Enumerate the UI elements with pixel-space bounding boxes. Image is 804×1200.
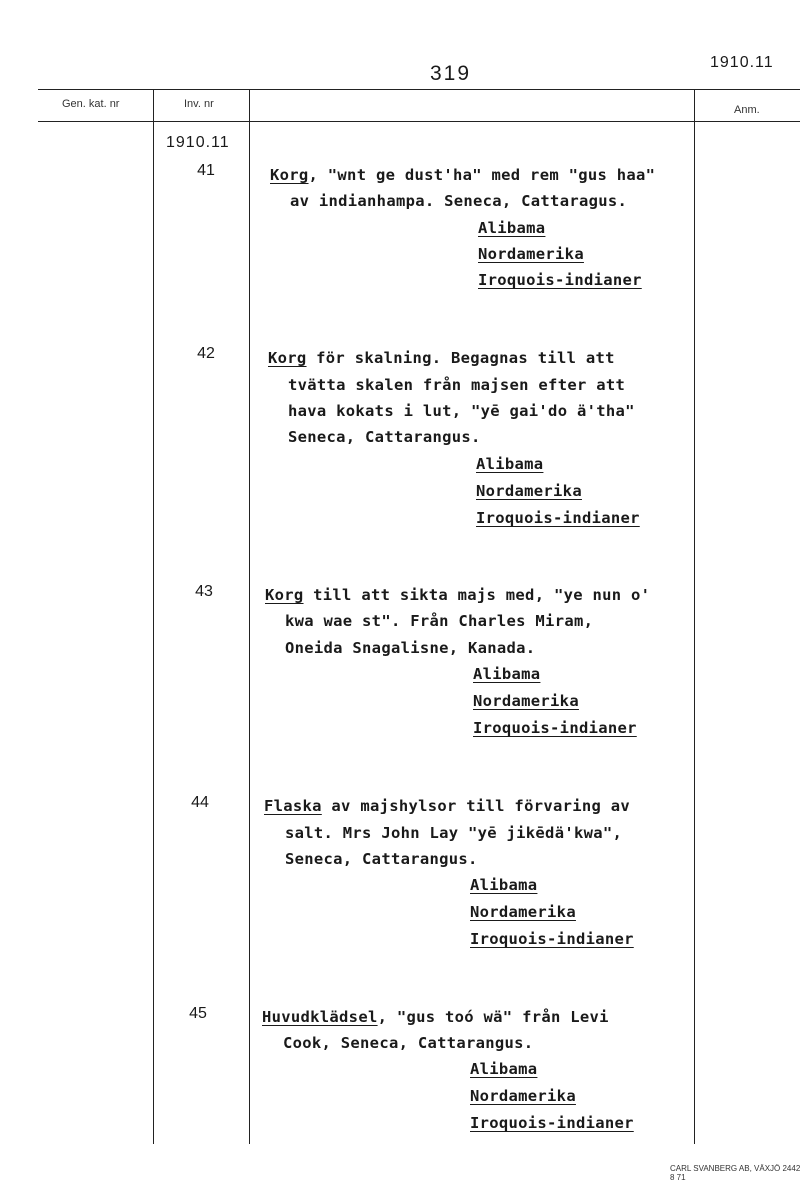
entry-text: , "wnt ge dust'ha" med rem "gus haa" <box>308 166 656 184</box>
object-term: Huvudklädsel <box>262 1008 378 1026</box>
tag-region: Alibama <box>470 1060 538 1078</box>
entry-line: Oneida Snagalisne, Kanada. <box>285 639 536 657</box>
entry-line: Seneca, Cattarangus. <box>288 428 481 446</box>
entry-line: salt. Mrs John Lay "yē jikēdä'kwa", <box>285 824 623 842</box>
entry-text: , "gus toó wä" från Levi <box>377 1008 609 1026</box>
entry-line <box>265 586 650 604</box>
tag-continent: Nordamerika <box>473 692 579 710</box>
object-term: Korg <box>268 349 307 367</box>
column-header-inv-nr: Inv. nr <box>184 98 214 110</box>
entry-line: kwa wae st". Från Charles Miram, <box>285 612 594 630</box>
tag-region: Alibama <box>476 455 544 473</box>
tag-people: Iroquois-indianer <box>476 509 640 527</box>
tag-people: Iroquois-indianer <box>470 930 634 948</box>
entry-line <box>268 349 615 367</box>
object-term: Korg <box>270 166 309 184</box>
inventory-number: 41 <box>197 162 215 179</box>
year-subheader: 1910.11 <box>166 134 230 151</box>
tag-continent: Nordamerika <box>470 903 576 921</box>
entry-line <box>264 797 630 815</box>
entry-text: till att sikta majs med, "ye nun o' <box>303 586 651 604</box>
tag-continent: Nordamerika <box>478 245 584 263</box>
column-header-gen-kat-nr: Gen. kat. nr <box>62 98 120 110</box>
entry-line: Seneca, Cattarangus. <box>285 850 478 868</box>
tag-region: Alibama <box>470 876 538 894</box>
column-header-anm: Anm. <box>734 104 760 116</box>
object-term: Korg <box>265 586 304 604</box>
tag-continent: Nordamerika <box>476 482 582 500</box>
tag-people: Iroquois-indianer <box>473 719 637 737</box>
entry-text: av majshylsor till förvaring av <box>321 797 631 815</box>
inventory-number: 42 <box>197 345 215 362</box>
inventory-number: 43 <box>195 583 213 600</box>
column-divider-anm <box>694 89 695 1144</box>
accession-year-corner: 1910.11 <box>710 54 774 71</box>
entry-text: för skalning. Begagnas till att <box>306 349 615 367</box>
entry-line <box>270 166 655 184</box>
entry-line <box>262 1008 609 1026</box>
inventory-number: 45 <box>189 1005 207 1022</box>
column-divider-inv <box>249 89 250 1144</box>
entry-line: Cook, Seneca, Cattarangus. <box>283 1034 534 1052</box>
printer-mark: CARL SVANBERG AB, VÄXJÖ 2442 8 71 <box>670 1164 801 1182</box>
entry-line: av indianhampa. Seneca, Cattaragus. <box>290 192 628 210</box>
tag-region: Alibama <box>478 219 546 237</box>
entry-line: tvätta skalen från majsen efter att <box>288 376 626 394</box>
tag-people: Iroquois-indianer <box>478 271 642 289</box>
tag-people: Iroquois-indianer <box>470 1114 634 1132</box>
inventory-number: 44 <box>191 794 209 811</box>
entry-line: hava kokats i lut, "yē gai'do ä'tha" <box>288 402 635 420</box>
object-term: Flaska <box>264 797 322 815</box>
tag-region: Alibama <box>473 665 541 683</box>
tag-continent: Nordamerika <box>470 1087 576 1105</box>
column-divider-gen <box>153 89 154 1144</box>
page-number: 319 <box>430 62 472 85</box>
